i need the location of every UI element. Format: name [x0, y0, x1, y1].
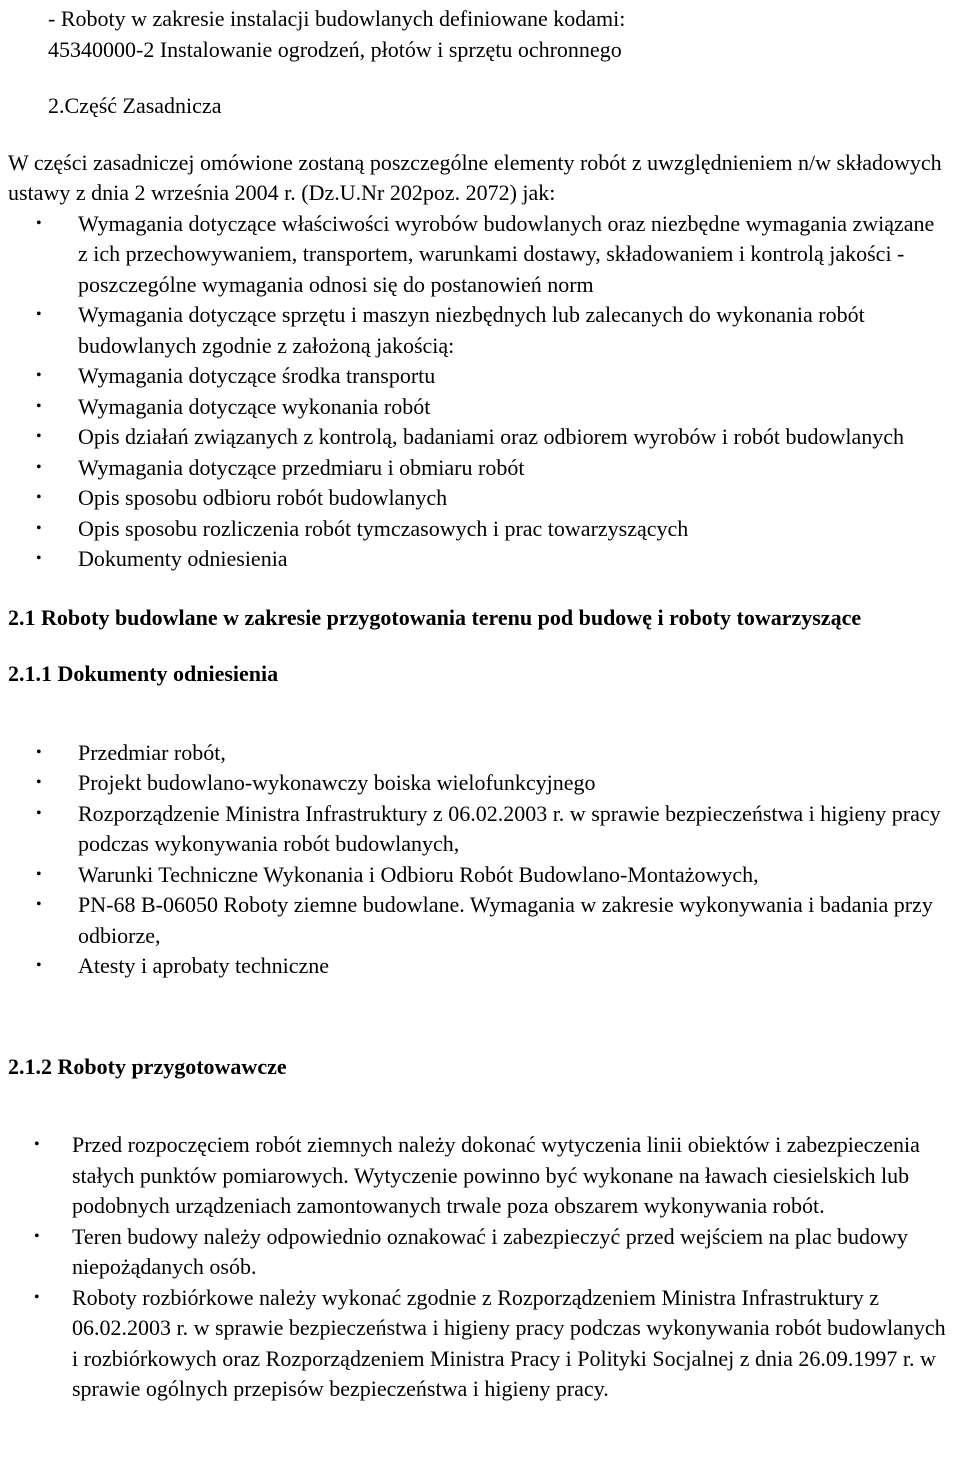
bullet-icon: •: [36, 743, 42, 761]
bullet-icon: •: [34, 1227, 40, 1245]
list-item-text: Opis działań związanych z kontrolą, badaniami oraz odbiorem wyrobów i robót budowlanych: [78, 424, 904, 449]
list-item-text: Opis sposobu rozliczenia robót tymczasowych i prac towarzyszących: [78, 515, 689, 541]
section-2-1-1-heading: 2.1.1 Dokumenty odniesienia: [8, 661, 279, 686]
list-item-text: Opis sposobu odbioru robót budowlanych: [78, 485, 448, 510]
bullet-icon: •: [36, 367, 42, 384]
list-item: [8, 544, 946, 575]
list-item-text: Projekt budowlano-wykonawczy boiska wielofunkcyjnego: [78, 770, 596, 795]
intro-line-2: 45340000-2 Instalowanie ogrodzeń, płotów i sprzętu ochronnego: [48, 36, 622, 62]
list-item: [8, 483, 946, 514]
list-item-text: Wymagania dotyczące sprzętu i maszyn niezbędnych lub zalecanych do wykonania robót budowlanych zgodnie z założoną jakością:: [78, 302, 865, 358]
list-item: [8, 422, 946, 453]
section-2-list: [8, 209, 946, 575]
section-2-1-1-list: [8, 738, 946, 982]
list-item: [8, 1283, 946, 1405]
bullet-icon: •: [34, 1136, 40, 1153]
list-item: [8, 392, 946, 423]
list-item: [8, 860, 946, 891]
bullet-icon: •: [36, 397, 42, 415]
list-item-text: Wymagania dotyczące właściwości wyrobów budowlanych oraz niezbędne wymagania związane z ich przechowywaniem, transportem, warunkami dostawy, składowaniem i kontrolą jakości - poszczególne wymagania odnosi się do postanowień norm: [78, 210, 935, 297]
bullet-icon: •: [36, 306, 42, 323]
section-2-1-2-list: [8, 1130, 946, 1405]
list-item-text: Warunki Techniczne Wykonania i Odbioru Robót Budowlano-Montażowych,: [78, 861, 759, 887]
bullet-icon: •: [34, 1288, 40, 1306]
list-item-text: Teren budowy należy odpowiednio oznakować i zabezpieczyć przed wejściem na plac budowy niepożądanych osób.: [72, 1223, 908, 1279]
bullet-icon: •: [36, 214, 42, 232]
bullet-icon: •: [36, 896, 42, 913]
bullet-icon: •: [36, 458, 42, 476]
list-item-text: Rozporządzenie Ministra Infrastruktury z 06.02.2003 r. w sprawie bezpieczeństwa i higieny pracy podczas wykonywania robót budowlanych,: [78, 800, 941, 856]
list-item: [8, 453, 946, 484]
list-item-text: Wymagania dotyczące środka transportu: [78, 363, 436, 388]
spacer: [8, 65, 946, 91]
spacer: [8, 982, 946, 1052]
list-item-text: Wymagania dotyczące wykonania robót: [78, 393, 431, 419]
spacer: [8, 633, 946, 659]
list-item: [8, 799, 946, 860]
list-item-text: Przedmiar robót,: [78, 739, 226, 765]
list-item-text: Wymagania dotyczące przedmiaru i obmiaru robót: [78, 454, 525, 480]
bullet-icon: •: [36, 428, 42, 445]
list-item-text: Atesty i aprobaty techniczne: [78, 953, 330, 978]
spacer: [8, 575, 946, 603]
list-item: [8, 209, 946, 301]
spacer: [8, 690, 946, 738]
list-item: [8, 768, 946, 799]
list-item: [8, 514, 946, 545]
list-item-text: Roboty rozbiórkowe należy wykonać zgodnie z Rozporządzeniem Ministra Infrastruktury z 06.02.2003 r. w sprawie bezpieczeństwa i higieny pracy podczas wykonywania robót budowlanych i rozbiórkowych oraz Rozporządzeniem Ministra Pracy i Polityki Socjalnej z dnia 26.09.1997 r. w sprawie ogólnych przepisów bezpieczeństwa i higieny pracy.: [72, 1284, 946, 1401]
list-item: [8, 361, 946, 392]
list-item: [8, 890, 946, 951]
list-item: [8, 300, 946, 361]
section-2-1-2-heading: 2.1.2 Roboty przygotowawcze: [8, 1053, 287, 1079]
list-item: [8, 951, 946, 982]
bullet-icon: •: [36, 804, 42, 822]
list-item-text: Dokumenty odniesienia: [78, 546, 288, 571]
bullet-icon: •: [36, 865, 42, 883]
section-2-heading: 2.Część Zasadnicza: [48, 93, 222, 118]
bullet-icon: •: [36, 519, 42, 537]
intro-line-1: - Roboty w zakresie instalacji budowlanych definiowane kodami:: [48, 6, 626, 31]
list-item: [8, 1222, 946, 1283]
spacer: [8, 1082, 946, 1130]
section-2-1-heading: 2.1 Roboty budowlane w zakresie przygotowania terenu pod budowę i roboty towarzyszące: [8, 604, 862, 630]
list-item: [8, 738, 946, 769]
list-item-text: Przed rozpoczęciem robót ziemnych należy dokonać wytyczenia linii obiektów i zabezpieczenia stałych punktów pomiarowych. Wytyczenie powinno być wykonane na ławach ciesielskich lub podobnych urządzeniach zamontowanych trwale poza obszarem wykonywania robót.: [72, 1132, 920, 1218]
bullet-icon: •: [36, 550, 42, 567]
section-2-paragraph: W części zasadniczej omówione zostaną poszczególne elementy robót z uwzględnieniem n/w składowych ustawy z dnia 2 września 2004 r. (Dz.U.Nr 202poz. 2072) jak:: [8, 149, 942, 205]
bullet-icon: •: [36, 489, 42, 506]
bullet-icon: •: [36, 774, 42, 791]
bullet-icon: •: [36, 957, 42, 974]
list-item: [8, 1130, 946, 1222]
spacer: [8, 122, 946, 148]
list-item-text: PN-68 B-06050 Roboty ziemne budowlane. Wymagania w zakresie wykonywania i badania przy odbiorze,: [78, 892, 933, 948]
